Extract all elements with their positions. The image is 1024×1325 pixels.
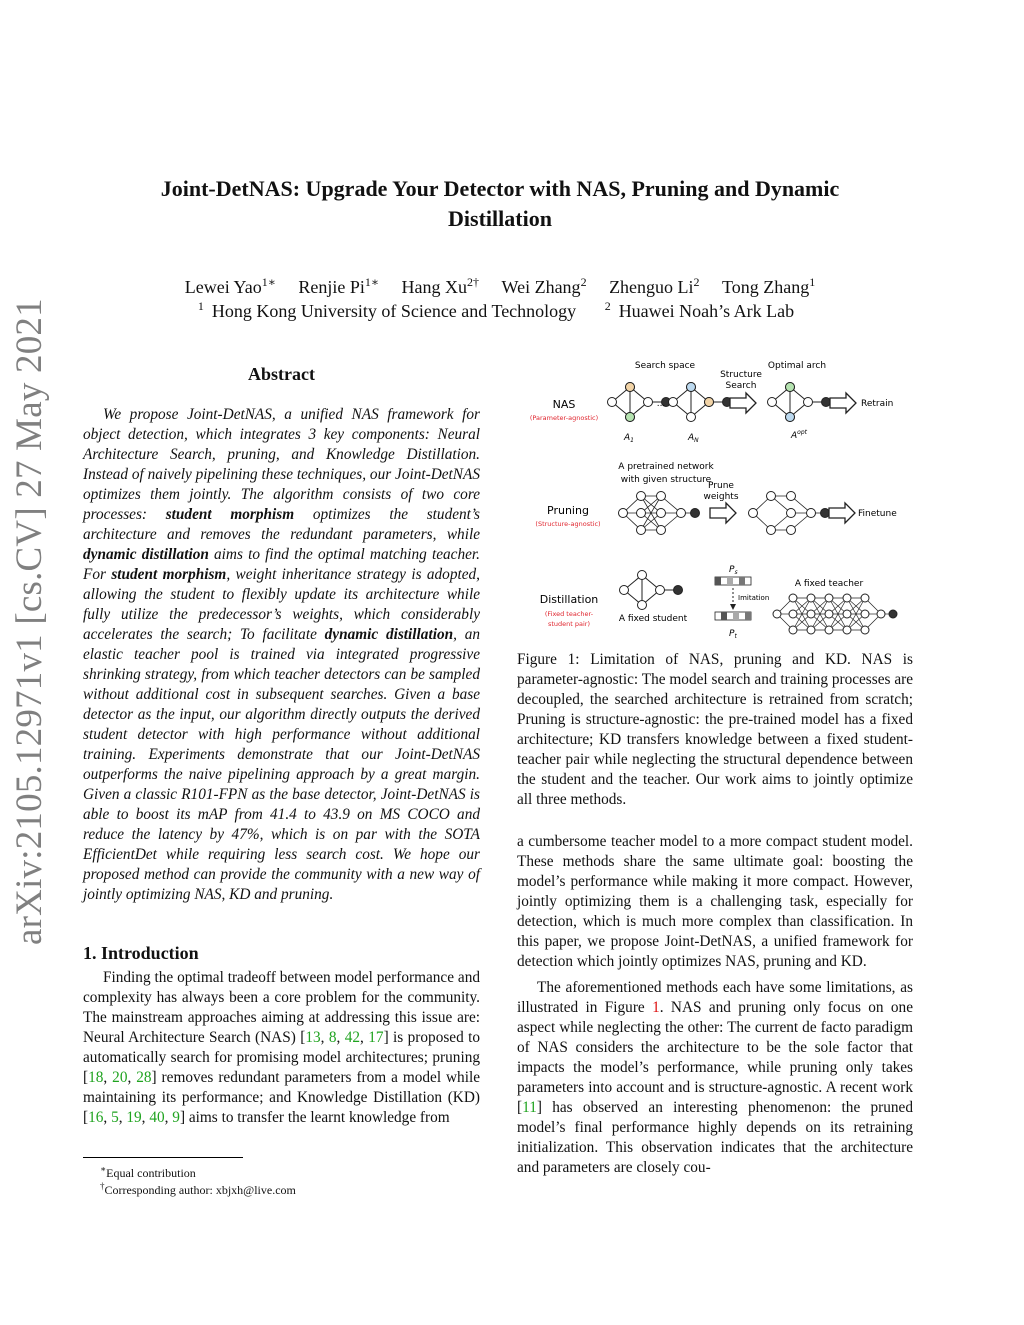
- optimal-arch-label: Optimal arch: [767, 361, 827, 371]
- intro-body: [83, 968, 480, 1128]
- prune-label-1: Prune: [708, 481, 734, 491]
- fixed-student-label: A fixed student: [618, 614, 688, 624]
- teacher-network: [773, 594, 897, 634]
- citation-link[interactable]: 42: [344, 1029, 361, 1046]
- prune-arrow: [710, 503, 736, 523]
- footnote: †Corresponding author: xbjxh@live.com: [100, 1181, 296, 1197]
- citation-link[interactable]: 9: [172, 1109, 180, 1126]
- citation-link[interactable]: 19: [126, 1109, 142, 1126]
- finetune-arrow: [829, 503, 855, 523]
- affiliation: $^1$ Hong Kong University of Science and Technology: [197, 299, 577, 321]
- footnote: ∗Equal contribution: [100, 1164, 196, 1180]
- distillation-sublabel-1: (Fixed teacher-: [544, 610, 594, 618]
- imitation-arrowhead: [730, 604, 736, 610]
- pretrained-label-2: with given structure: [620, 475, 712, 485]
- section-heading-introduction: 1. Introduction: [83, 943, 199, 963]
- right-column-body: [517, 832, 913, 1178]
- affiliation: $^2$ Huawei Noah’s Ark Lab: [604, 299, 795, 321]
- prune-label-2: weights: [703, 492, 739, 502]
- pruning-sublabel: (Structure-agnostic): [535, 520, 601, 528]
- opt-node-green: [786, 383, 795, 392]
- nas-label: NAS: [552, 398, 576, 411]
- optimal-arch-network: [768, 383, 831, 422]
- figure-1-caption: [517, 650, 913, 810]
- nas-network-an: [669, 383, 732, 422]
- student-feature-bar: [715, 577, 751, 585]
- search-space-label: Search space: [634, 361, 696, 371]
- pt-label: $P_t$: [729, 629, 737, 638]
- abstract-body: [83, 405, 480, 905]
- affiliations: [100, 294, 900, 323]
- retrain-arrow: [830, 393, 856, 413]
- author: Wei Zhang$^2$: [501, 275, 587, 297]
- paper-title: [100, 174, 900, 234]
- fixed-teacher-label: A fixed teacher: [794, 579, 864, 589]
- citation-link[interactable]: 40: [149, 1109, 165, 1126]
- caption-text: Figure 1: Limitation of NAS, pruning and KD. NAS is parameter-agnostic: The model search and training processes are decoupled, the searched architecture is retrained from scratch; Pruning is structure-agnostic: the pre-trained model has a fixed architecture; KD transfers knowledge between a fixed student-teacher pair while neglecting the structural dependence between the student and the teacher. Our work aims to jointly optimize all three methods.: [517, 651, 913, 808]
- finetune-label: Finetune: [858, 509, 897, 519]
- title-line-2: Distillation: [448, 206, 552, 231]
- figure-ref-link[interactable]: 1: [652, 999, 660, 1016]
- abstract-heading: Abstract: [248, 364, 315, 384]
- author: Zhenguo Li$^2$: [609, 275, 700, 297]
- citation-link[interactable]: 28: [136, 1069, 152, 1086]
- citation-link[interactable]: 18: [88, 1069, 104, 1086]
- citation-link[interactable]: 16: [88, 1109, 104, 1126]
- pretrained-label-1: A pretrained network: [618, 462, 714, 472]
- author: Hang $Xu^{2\dagger}$: [401, 275, 480, 297]
- citation-link[interactable]: 20: [112, 1069, 128, 1086]
- abstract-paragraph: We propose Joint-DetNAS, a unified NAS framework for object detection, which integrates 3 key components: Neural Architecture Search, pruning, and Knowledge Distillation. Instead of naively pipelining these techniques, our Joint-DetNAS optimizes them jointly. The algorithm consists of two core processes: student morphism optimizes the student’s architecture and removes the redundant parameters, while dynamic distillation aims to find the optimal matching teacher. For student morphism, weight inheritance strategy is adopted, allowing the student to flexibly update its architecture while fully utilize the predecessor’s weights, which considerably accelerates the search; To facilitate dynamic distillation, an elastic teacher pool is trained via integrated progressive shrinking strategy, from which teacher detectors can be sampled without additional cost in subsequent searches. Given a base detector as the input, our algorithm directly outputs the derived student detector with high performance without additional training. Experiments demonstrate that our Joint-DetNAS outperforms the naive pipelining approach by a great margin. Given a classic R101-FPN as the base detector, Joint-DetNAS is able to boost its mAP from 41.4 to 43.9 on MS COCO and reduce the latency by 47%, which is on par with the SOTA EfficientDet while requiring less search cost. We hope our proposed method can provide the community with a new way of jointly optimizing NAS, KD and pruning.: [83, 406, 481, 903]
- distillation-label: Distillation: [539, 593, 599, 606]
- author: Renjie $Pi^{1∗}$: [298, 275, 380, 297]
- intro-paragraph: Finding the optimal tradeoff between model performance and complexity has always been a core problem for the community. The mainstream approaches aiming at addressing this issue are: Neural Architecture Search (NAS) [13, 8, 42, 17] is proposed to automatically search for promising model architectures; pruning [18, 20, 28] removes redundant parameters from a model while maintaining its performance; and Knowledge Distillation (KD) [16, 5, 19, 40, 9] aims to transfer the learnt knowledge from: [83, 969, 481, 1126]
- citation-link[interactable]: 8: [328, 1029, 337, 1046]
- author: Lewei Yao$^{1∗}$: [184, 275, 276, 297]
- body-paragraph: a cumbersome teacher model to a more compact student model. These methods share the same ultimate goal: boosting the model’s performance while making it more compact. However, jointly optimizing them is a challenging task, especially for detection, which is much more complex than classification. In this paper, we propose Joint-DetNAS, a unified framework for detection which jointly optimizes NAS, pruning and KD.: [517, 833, 913, 970]
- teacher-feature-bar: [715, 612, 751, 620]
- ellipsis-label: ...: [656, 399, 666, 409]
- distillation-sublabel-2: student pair): [547, 620, 591, 628]
- aopt-label: $A^{opt}$: [791, 429, 808, 441]
- structure-search-label-1: Structure: [720, 370, 762, 380]
- pruning-label: Pruning: [547, 504, 589, 517]
- body-paragraph: The aforementioned methods each have some limitations, as illustrated in Figure 1. NAS and pruning only focus on one aspect while neglecting the other: The current de facto paradigm of NAS considers the architecture to be the sole factor that impacts the model’s performance, while pruning only takes parameters into account and is structure-agnostic. A recent work [11] has observed an interesting phenomenon: the pruned model’s final performance highly depends on its retraining initialization. This observation indicates that the architecture and parameters are closely cou-: [517, 979, 913, 1176]
- a1-label: $A_1$: [624, 433, 634, 444]
- citation-link[interactable]: 17: [368, 1029, 384, 1046]
- citation-link[interactable]: 13: [305, 1029, 321, 1046]
- retrain-label: Retrain: [861, 399, 894, 409]
- student-network: [620, 571, 683, 610]
- nas-node-blue: [687, 383, 696, 392]
- structure-search-label-2: Search: [725, 381, 757, 391]
- pruned-network: [749, 492, 830, 535]
- nas-node-green: [626, 413, 635, 422]
- an-label: $A_N$: [688, 433, 699, 444]
- pretrained-network: [619, 492, 700, 535]
- citation-link[interactable]: 5: [111, 1109, 119, 1126]
- nas-sublabel: (Parameter-agnostic): [529, 414, 599, 422]
- nas-node-orange: [705, 398, 714, 407]
- ps-label: $P_s$: [729, 565, 738, 576]
- title-line-1: Joint-DetNAS: Upgrade Your Detector with NAS, Pruning and Dynamic: [160, 176, 840, 201]
- author: Tong Zhang$^1$: [722, 275, 816, 297]
- citation-link[interactable]: 11: [522, 1099, 537, 1116]
- figure-1-diagram: [527, 354, 915, 638]
- footnote-rule: [83, 1157, 243, 1158]
- arxiv-stamp: arXiv:2105.12971v1 [cs.CV] 27 May 2021: [9, 298, 50, 945]
- nas-node-orange: [626, 383, 635, 392]
- opt-node-blue: [786, 413, 795, 422]
- structure-search-arrow: [730, 393, 756, 413]
- imitation-label: Imitation: [738, 594, 770, 602]
